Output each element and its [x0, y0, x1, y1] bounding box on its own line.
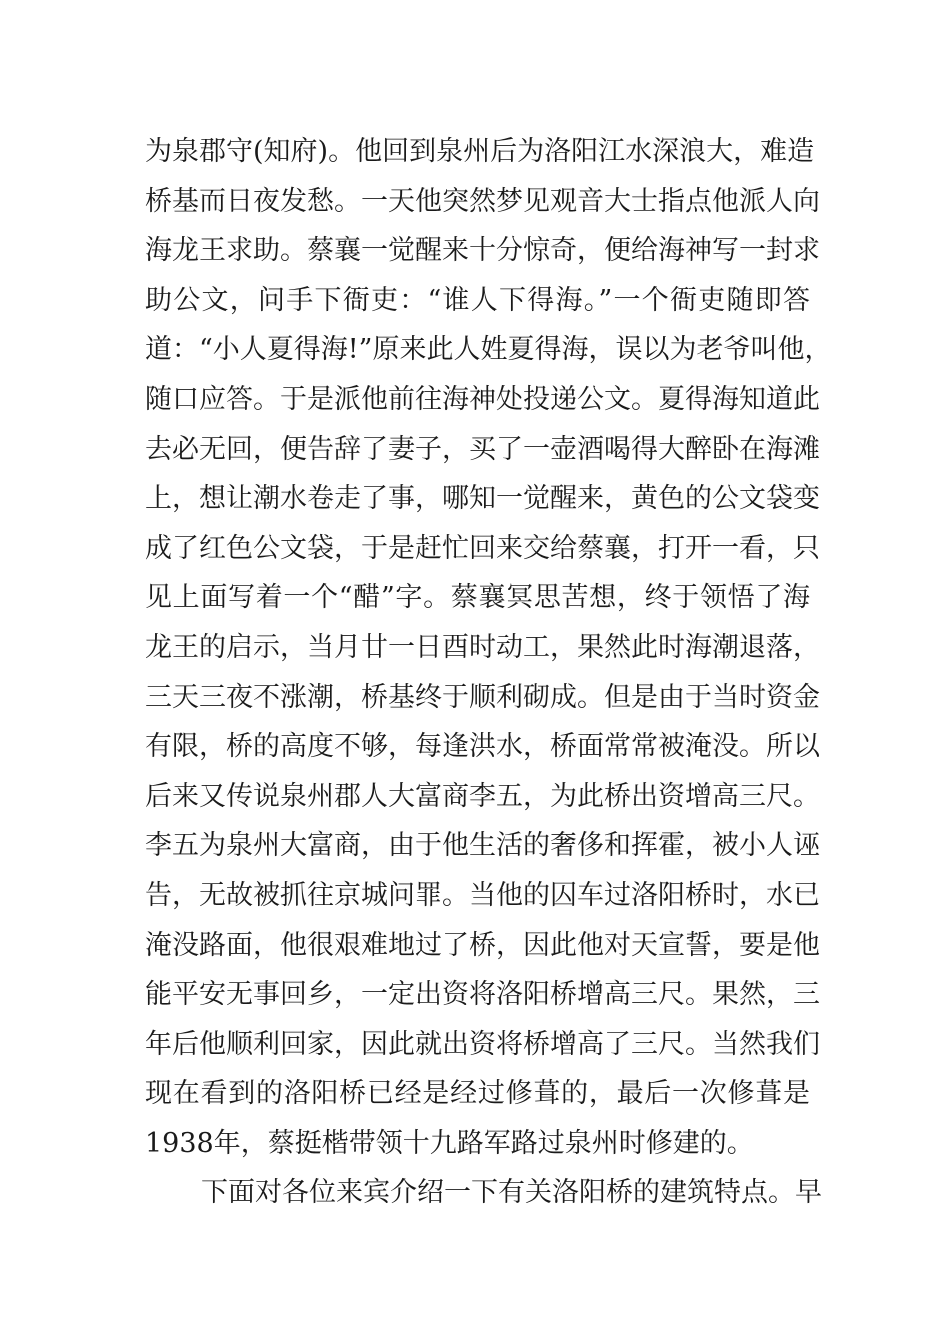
text-line-14: 后来又传说泉州郡人大富商李五，为此桥出资增高三尺。 — [145, 780, 820, 812]
text-line-2: 桥基而日夜发愁。一天他突然梦见观音大士指点他派人向 — [145, 185, 820, 217]
text-line-16: 告，无故被抓往京城问罪。当他的囚车过洛阳桥时，水已 — [145, 879, 820, 911]
text-line-21: 1938年，蔡挺楷带领十九路军路过泉州时修建的。 — [145, 1127, 754, 1159]
text-line-3: 海龙王求助。蔡襄一觉醒来十分惊奇，便给海神写一封求 — [145, 235, 820, 267]
text-line-11: 龙王的启示，当月廿一日酉时动工，果然此时海潮退落， — [145, 631, 820, 663]
text-line-9: 成了红色公文袋，于是赶忙回来交给蔡襄，打开一看，只 — [145, 532, 820, 564]
text-line-13: 有限，桥的高度不够，每逢洪水，桥面常常被淹没。所以 — [145, 731, 820, 763]
text-line-4: 助公文，问手下衙吏：“谁人下得海。”一个衙吏随即答 — [145, 284, 810, 316]
text-line-12: 三天三夜不涨潮，桥基终于顺利砌成。但是由于当时资金 — [145, 681, 820, 713]
text-line-19: 年后他顺利回家，因此就出资将桥增高了三尺。当然我们 — [145, 1028, 820, 1060]
paragraph-start-line: 下面对各位来宾介绍一下有关洛阳桥的建筑特点。早 — [201, 1177, 822, 1209]
text-line-10: 见上面写着一个“醋”字。蔡襄冥思苦想，终于领悟了海 — [145, 582, 810, 614]
text-line-15: 李五为泉州大富商，由于他生活的奢侈和挥霍，被小人诬 — [145, 830, 820, 862]
text-line-7: 去必无回，便告辞了妻子，买了一壶酒喝得大醉卧在海滩 — [145, 433, 820, 465]
text-line-1: 为泉郡守(知府)。他回到泉州后为洛阳江水深浪大，难造 — [145, 136, 815, 167]
text-line-8: 上，想让潮水卷走了事，哪知一觉醒来，黄色的公文袋变 — [145, 483, 820, 515]
text-line-6: 随口应答。于是派他前往海神处投递公文。夏得海知道此 — [145, 383, 820, 415]
body-text — [145, 127, 832, 1218]
text-line-17: 淹没路面，他很艰难地过了桥，因此他对天宣誓，要是他 — [145, 929, 820, 961]
text-line-18: 能平安无事回乡，一定出资将洛阳桥增高三尺。果然，三 — [145, 979, 820, 1011]
text-line-20: 现在看到的洛阳桥已经是经过修葺的，最后一次修葺是 — [145, 1078, 810, 1110]
text-line-5: 道：“小人夏得海!”原来此人姓夏得海，误以为老爷叫他， — [145, 334, 832, 366]
